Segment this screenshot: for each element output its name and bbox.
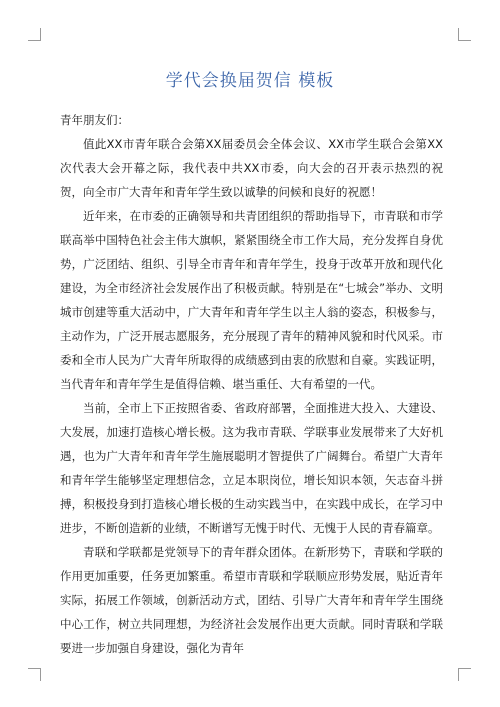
crop-mark-bottom-left <box>28 668 41 681</box>
document-body <box>60 108 443 660</box>
paragraph-current-tasks: 当前，全市上下正按照省委、省政府部署，全面推进大投入、大建设、大发展，加速打造核心增长极。这为我市青联、学联事业发展带来了大好机遇，也为广大青年和青年学生施展聪明才智提供了广阔舞台。希望广大青年和青年学生能够坚定理想信念，立足本职岗位，增长知识本领，矢志奋斗拼搏，积极投身到打造核心增长极的生动实践当中，在实践中成长，在学习中进步，不断创造新的业绩，不断谱写无愧于时代、无愧于人民的青春篇章。 <box>60 401 443 535</box>
crop-mark-top-right <box>458 28 471 41</box>
crop-mark-top-left <box>28 28 41 41</box>
paragraph-expectations: 青联和学联都是党领导下的青年群众团体。在新形势下，青联和学联的作用更加重要，任务更加繁重。希望市青联和学联顺应形势发展，贴近青年实际，拓展工作领域，创新活动方式，团结、引导广大青年和青年学生围绕中心工作，树立共同理想，为经济社会发展作出更大贡献。同时青联和学联要进一步加强自身建设，强化为青年 <box>60 545 443 655</box>
paragraph-congratulation: 值此XX市青年联合会第XX届委员会全体会议、XX市学生联合会第XX次代表大会开幕之际，我代表中共XX市委，向大会的召开表示热烈的祝贺，向全市广大青年和青年学生致以诚挚的问候和良好的祝愿！ <box>60 137 443 199</box>
document-title: 学代会换届贺信 模板 <box>165 71 335 91</box>
salutation: 青年朋友们： <box>60 113 129 127</box>
crop-mark-bottom-right <box>458 668 471 681</box>
paragraph-achievements: 近年来，在市委的正确领导和共青团组织的帮助指导下，市青联和市学联高举中国特色社会主伟大旗帜，紧紧围绕全市工作大局，充分发挥自身优势，广泛团结、组织、引导全市青年和青年学生，投身于改革开放和现代化建设，为全市经济社会发展作出了积极贡献。特别是在“七城会”举办、文明城市创建等重大活动中，广大青年和青年学生以主人翁的姿态，积极参与，主动作为，广泛开展志愿服务，充分展现了青年的精神风貌和时代风采。市委和全市人民为广大青年所取得的成绩感到由衷的欣慰和自豪。实践证明，当代青年和青年学生是值得信赖、堪当重任、大有希望的一代。 <box>60 209 443 391</box>
